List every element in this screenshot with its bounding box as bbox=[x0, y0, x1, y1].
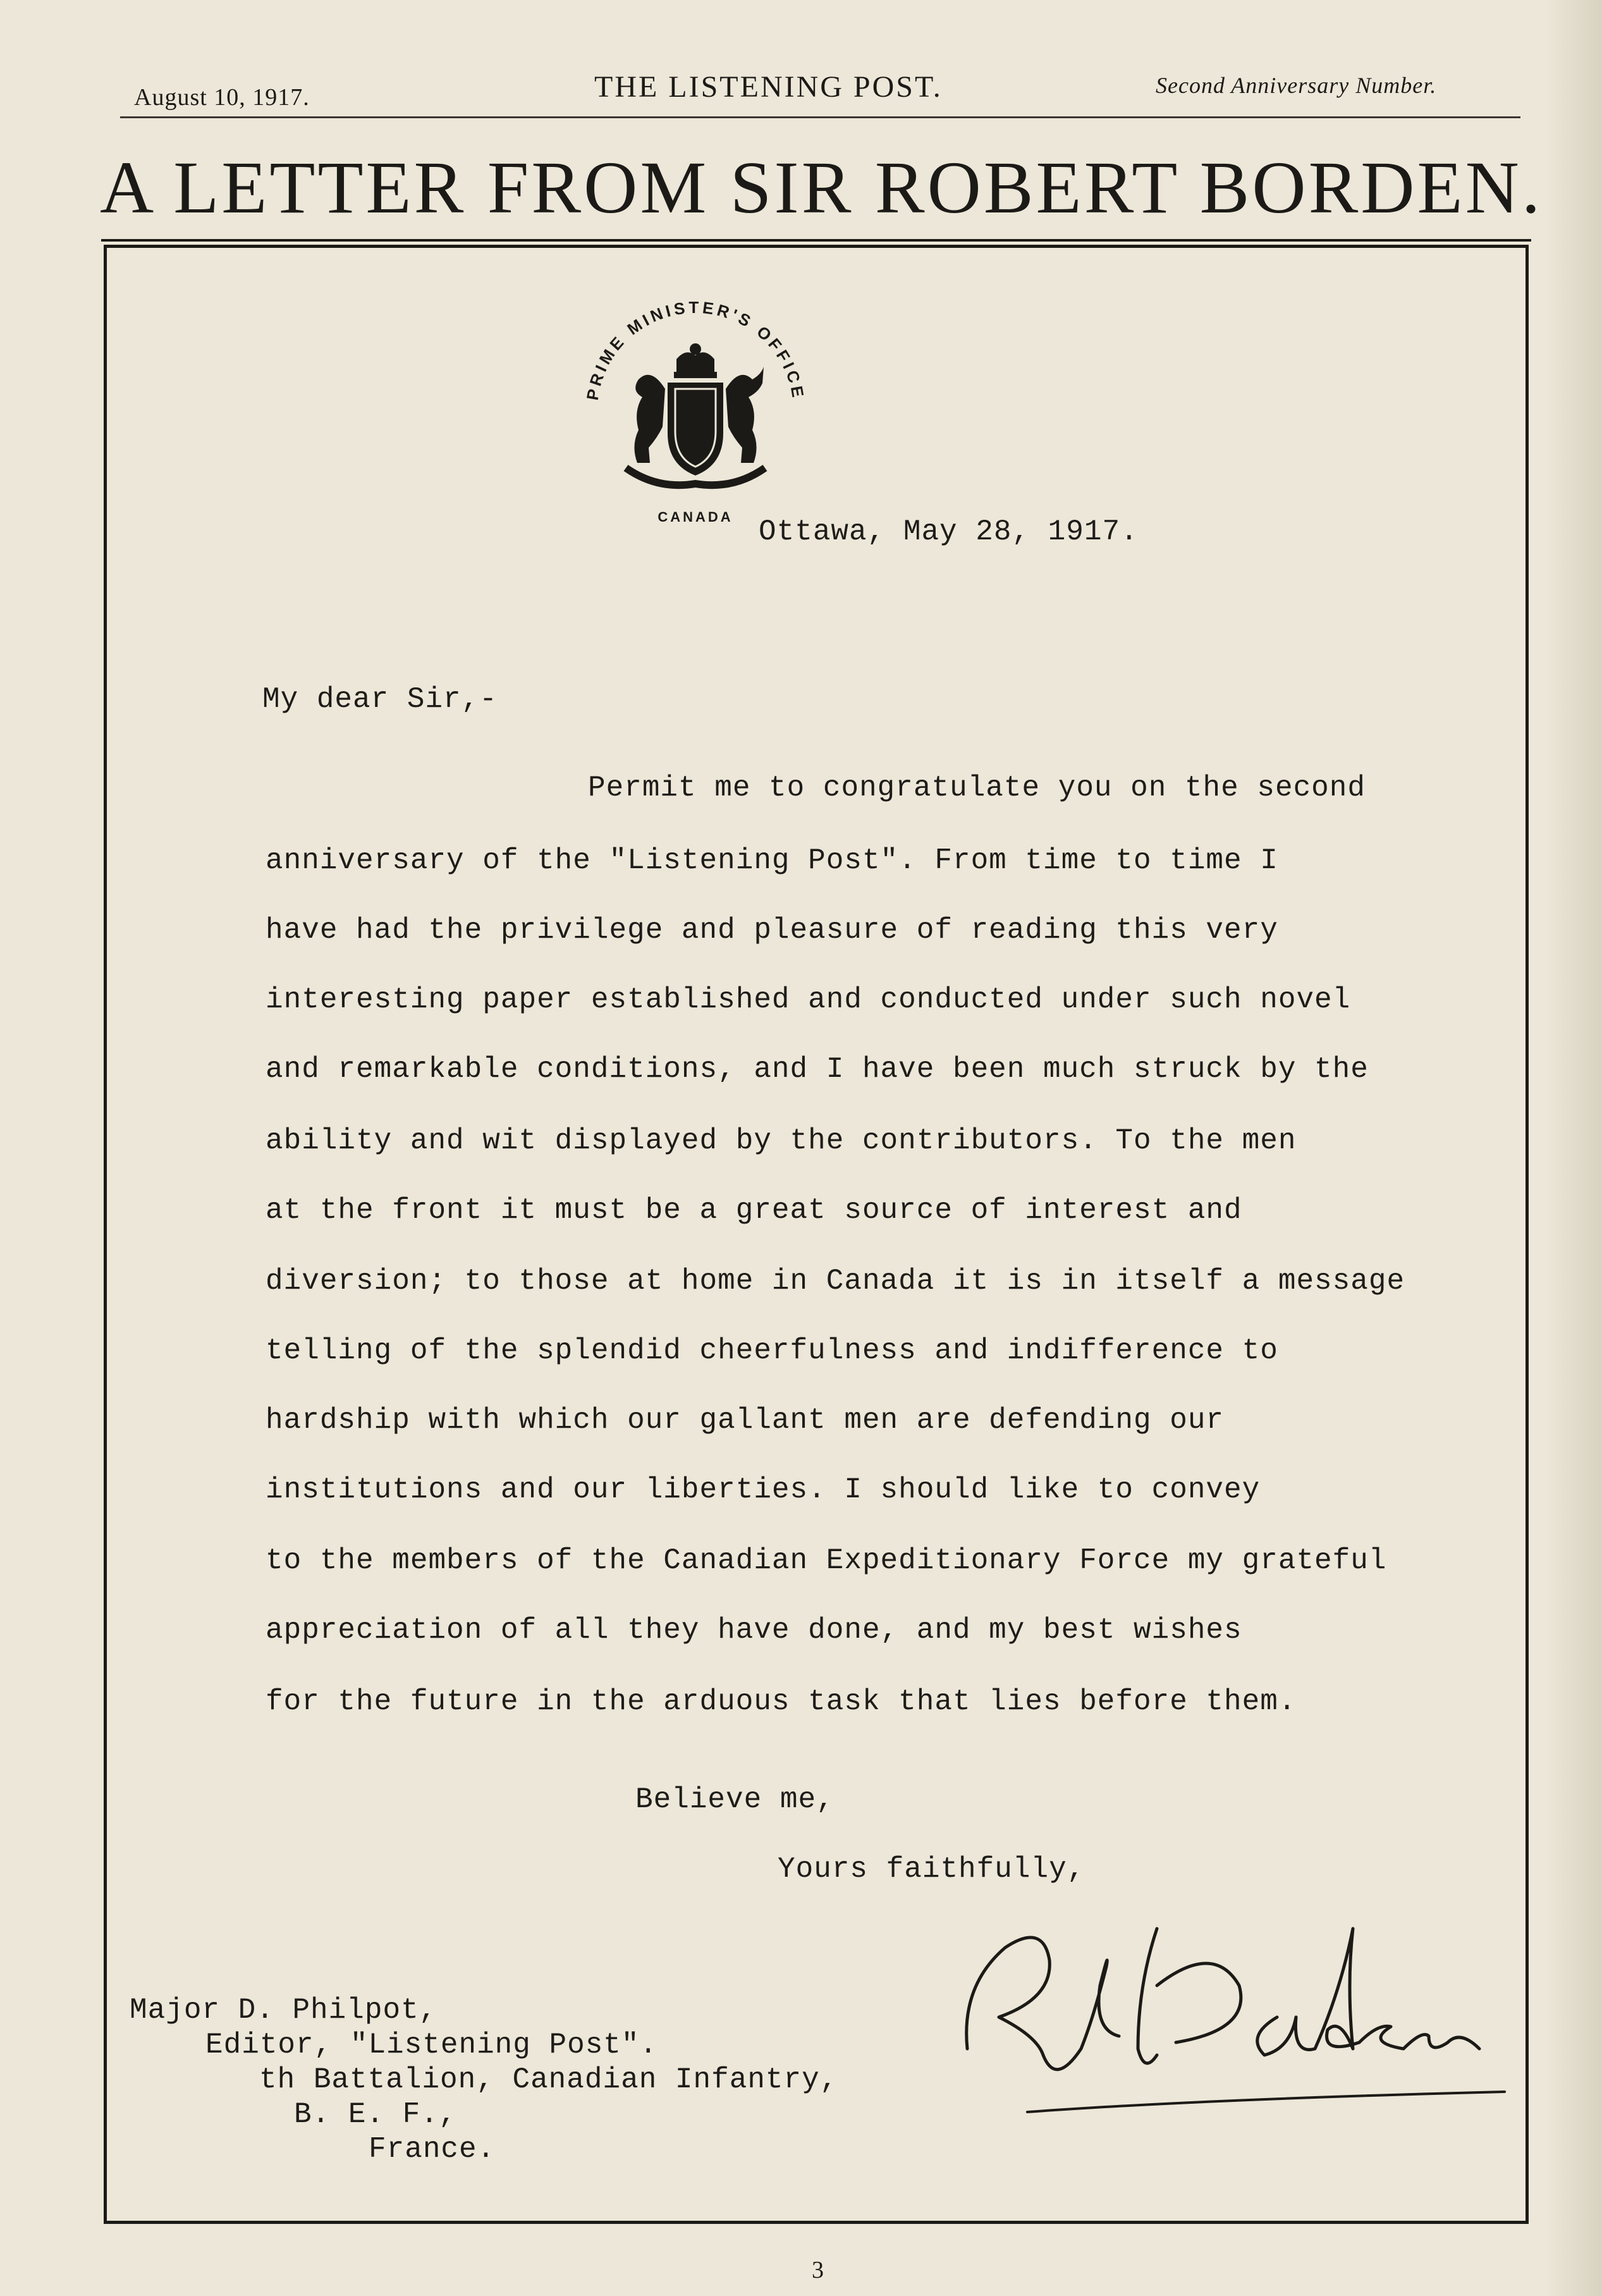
letter-closing-believe: Believe me, bbox=[635, 1783, 835, 1816]
letter-body-line: ability and wit displayed by the contributors. To the men bbox=[266, 1124, 1297, 1157]
letter-body-line: anniversary of the "Listening Post". From time to time I bbox=[266, 844, 1278, 877]
letter-body-line: telling of the splendid cheerfulness and indifference to bbox=[266, 1334, 1278, 1367]
addressee-line: Major D. Philpot, bbox=[130, 1994, 437, 2027]
running-header bbox=[0, 0, 1602, 126]
letter-body-line: for the future in the arduous task that lies before them. bbox=[266, 1685, 1297, 1718]
letter-body-line: Permit me to congratulate you on the second bbox=[588, 771, 1366, 804]
header-publication-title: THE LISTENING POST. bbox=[594, 70, 943, 104]
letter-salutation: My dear Sir,- bbox=[262, 683, 498, 716]
addressee-line: France. bbox=[369, 2133, 496, 2166]
addressee-line: th Battalion, Canadian Infantry, bbox=[259, 2063, 838, 2096]
page-number: 3 bbox=[812, 2257, 824, 2283]
letter-body-line: to the members of the Canadian Expeditionary Force my grateful bbox=[266, 1544, 1387, 1577]
letter-addressee bbox=[130, 1993, 838, 2167]
letter-body-line: appreciation of all they have done, and my best wishes bbox=[266, 1614, 1242, 1647]
addressee-line: Editor, "Listening Post". bbox=[205, 2029, 658, 2061]
handwritten-signature bbox=[948, 1891, 1517, 2131]
addressee-line: B. E. F., bbox=[294, 2098, 457, 2131]
crown-icon bbox=[674, 343, 717, 378]
letter-body-line: interesting paper established and conducted under such novel bbox=[266, 983, 1351, 1016]
seal-country: CANADA bbox=[657, 509, 733, 525]
header-rule bbox=[120, 116, 1520, 118]
royal-coat-of-arms-icon bbox=[550, 278, 841, 531]
letter-body-line: diversion; to those at home in Canada it is in itself a message bbox=[266, 1265, 1405, 1298]
unicorn-supporter-icon bbox=[726, 367, 764, 463]
page-headline: A LETTER FROM SIR ROBERT BORDEN. bbox=[100, 146, 1543, 229]
page-edge-shadow bbox=[1545, 0, 1602, 2296]
letter-body-line: at the front it must be a great source of interest and bbox=[266, 1194, 1242, 1227]
letter-body-line: hardship with which our gallant men are defending our bbox=[266, 1404, 1225, 1437]
letter-place-date: Ottawa, May 28, 1917. bbox=[759, 515, 1139, 548]
letter-closing-yours: Yours faithfully, bbox=[778, 1853, 1085, 1886]
frame-top-rule bbox=[101, 239, 1531, 242]
letter-body-line: institutions and our liberties. I should like to convey bbox=[266, 1473, 1261, 1506]
letter-body-line: and remarkable conditions, and I have been much struck by the bbox=[266, 1053, 1369, 1086]
lion-supporter-icon bbox=[634, 375, 665, 463]
header-date: August 10, 1917. bbox=[134, 84, 310, 111]
header-edition: Second Anniversary Number. bbox=[1156, 73, 1437, 98]
seal-arc-text: PRIME MINISTER'S OFFICE bbox=[582, 297, 809, 402]
letter-body-line: have had the privilege and pleasure of reading this very bbox=[266, 914, 1278, 947]
